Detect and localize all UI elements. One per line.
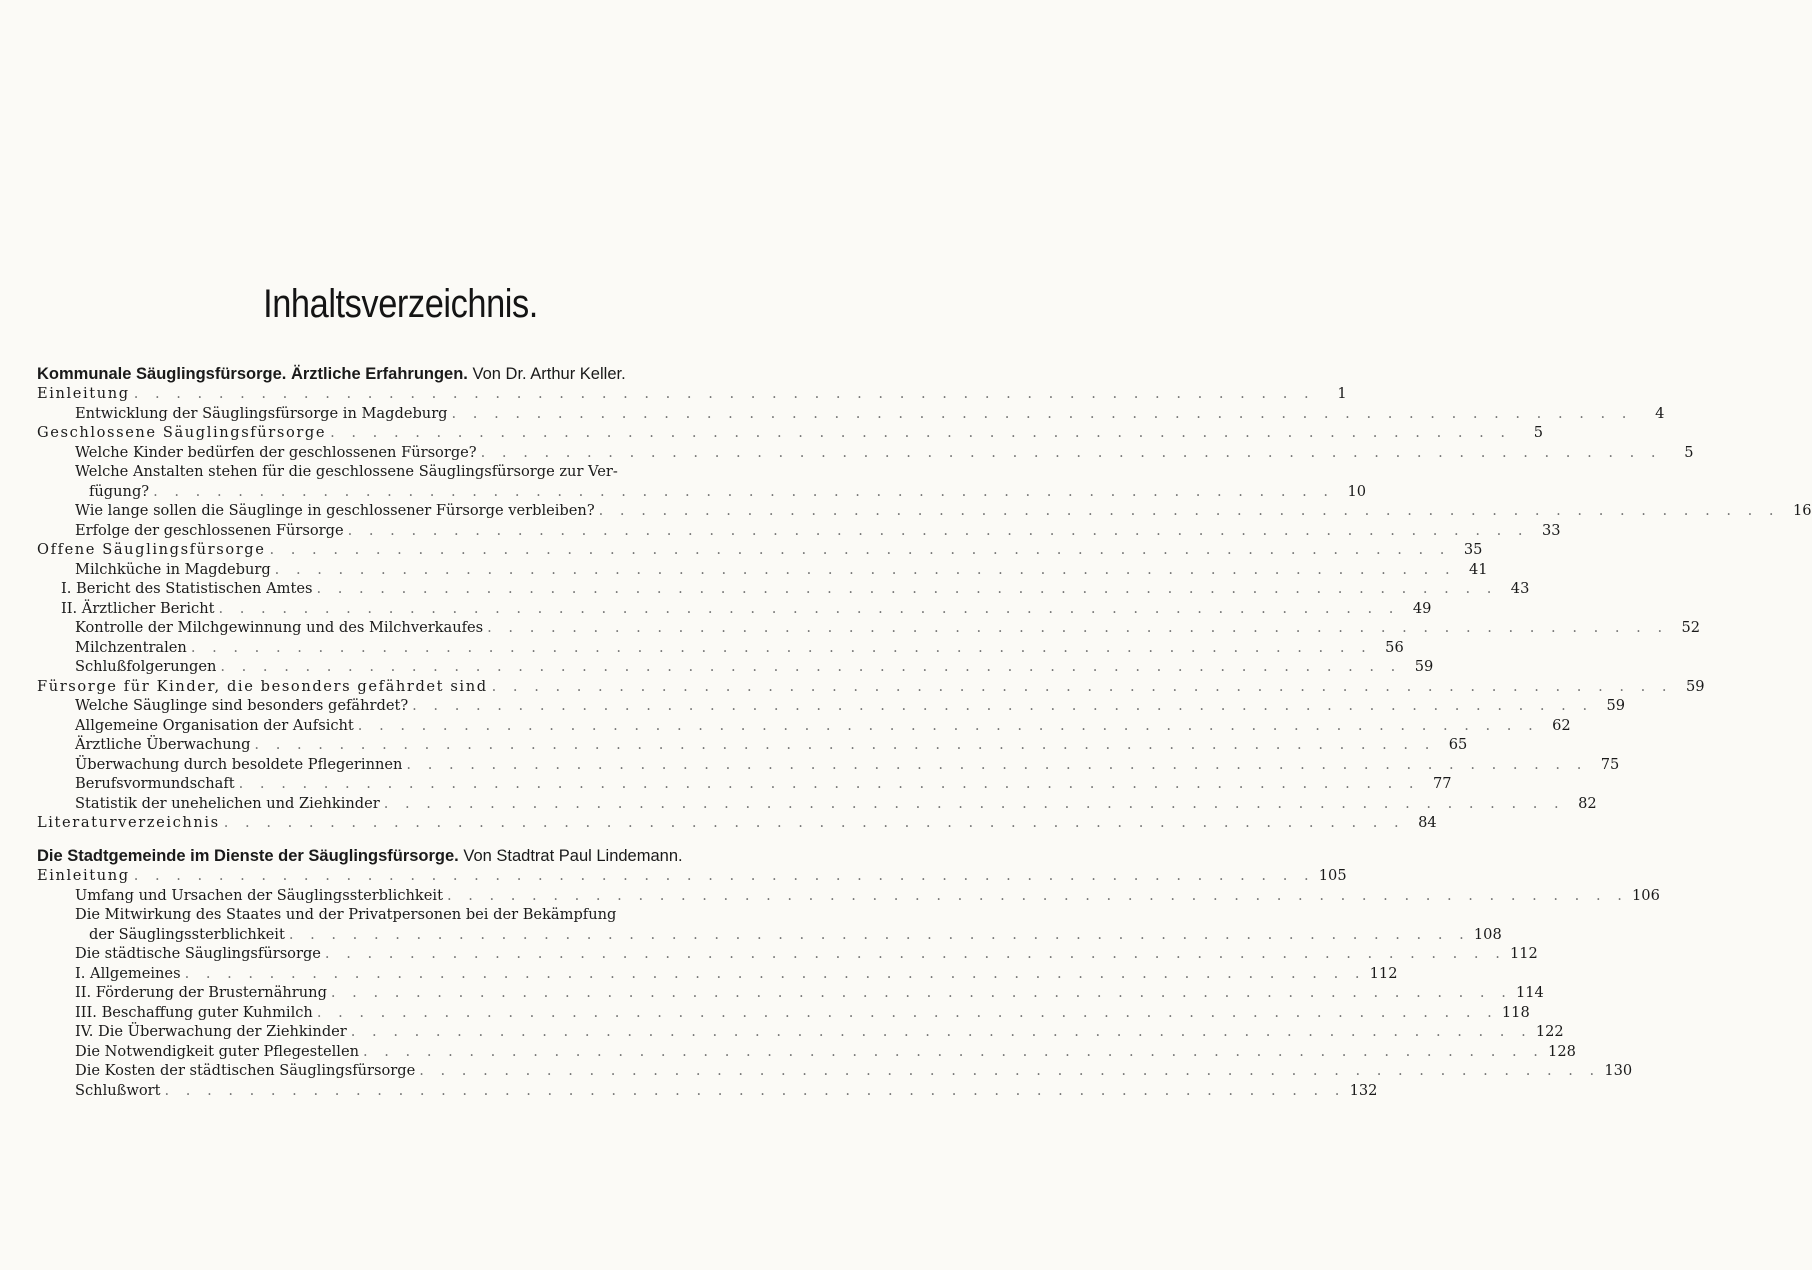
toc-entry-page: 77	[1432, 775, 1452, 792]
toc-entry-page: 84	[1418, 814, 1437, 831]
toc-entry-page: 33	[1541, 521, 1561, 539]
toc-entry-page: 5	[1684, 443, 1694, 461]
toc-entry-title: Literaturverzeichnis	[37, 814, 220, 831]
dot-leader	[214, 599, 1403, 619]
toc-entry	[37, 866, 1347, 886]
toc-entry	[37, 521, 1561, 541]
toc-entry-title: Erfolge der geschlossenen Fürsorge	[75, 521, 344, 539]
dot-leader	[235, 774, 1424, 794]
toc-entry	[37, 579, 1530, 599]
toc-entry-page: 112	[1369, 964, 1398, 982]
toc-entry	[37, 657, 1434, 677]
dot-leader	[161, 1081, 1350, 1101]
toc-entry-continuation	[37, 482, 1367, 502]
section-heading	[37, 364, 774, 384]
toc-entry-title: Die Mitwirkung des Staates und der Privatpersonen bei der Bekämpfung	[75, 906, 617, 923]
toc-section-keller	[37, 364, 1812, 833]
toc-entry-title: III. Beschaffung guter Kuhmilch	[75, 1003, 313, 1021]
toc-entry-title: IV. Die Überwachung der Ziehkinder	[75, 1023, 347, 1040]
dot-leader	[380, 794, 1569, 814]
dot-leader	[130, 384, 1319, 404]
toc-entry	[37, 443, 1694, 463]
toc-entry-title: Statistik der unehelichen und Ziehkinder	[75, 794, 380, 812]
toc-entry-page: 10	[1347, 482, 1367, 500]
toc-entry	[37, 1022, 1564, 1042]
toc-entry	[37, 735, 1468, 755]
toc-entry-page: 59	[1606, 697, 1626, 714]
toc-entry	[37, 964, 1398, 984]
toc-entry-title: Ärztliche Überwachung	[75, 736, 251, 753]
toc-entry	[37, 404, 1665, 424]
toc-entry	[37, 905, 774, 925]
toc-entry	[37, 983, 1544, 1003]
toc-entry-title-continued: fügung?	[89, 482, 150, 500]
toc-entry	[37, 1081, 1378, 1101]
toc-entry	[37, 462, 774, 482]
dot-leader	[443, 886, 1632, 906]
toc-entry-page: 56	[1385, 638, 1404, 656]
dot-leader	[347, 1022, 1536, 1042]
toc-entry-page: 65	[1448, 736, 1468, 753]
toc-entry-title: Überwachung durch besoldete Pflegerinnen	[75, 755, 403, 773]
section-heading-title: Kommunale Säuglingsfürsorge. Ärztliche Erfahrungen.	[37, 365, 468, 383]
toc-entry-page: 130	[1604, 1062, 1633, 1079]
dot-leader	[344, 521, 1533, 541]
toc-entry	[37, 755, 1620, 775]
dot-leader	[326, 423, 1515, 443]
toc-entry-page: 52	[1681, 619, 1701, 636]
toc-entry-page: 128	[1548, 1042, 1576, 1060]
toc-entry-page: 105	[1318, 867, 1347, 884]
dot-leader	[402, 755, 1591, 775]
toc-entry-page: 108	[1473, 925, 1502, 943]
dot-leader	[321, 944, 1510, 964]
toc-entry-title: Entwicklung der Säuglingsfürsorge in Magdeburg	[75, 404, 448, 422]
dot-leader	[483, 618, 1672, 638]
toc-entry-title: I. Bericht des Statistischen Amtes	[61, 580, 313, 597]
dot-leader	[181, 964, 1370, 984]
dot-leader	[408, 696, 1597, 716]
toc-entry	[37, 677, 1705, 697]
toc-entries	[37, 384, 1812, 833]
section-heading	[37, 846, 774, 866]
toc-entry-title: Kontrolle der Milchgewinnung und des Milchverkaufes	[75, 619, 484, 636]
toc-entry	[37, 540, 1483, 560]
toc-entry-page: 122	[1535, 1023, 1564, 1040]
toc-entry	[37, 1003, 1530, 1023]
toc-entry-title: Einleitung	[37, 867, 130, 884]
toc-entry	[37, 560, 1488, 580]
toc-entry-page: 132	[1349, 1081, 1378, 1099]
toc-entry-title: Milchküche in Magdeburg	[75, 560, 271, 578]
toc-entry	[37, 618, 1701, 638]
section-heading-author: Von Dr. Arthur Keller.	[472, 365, 626, 383]
toc-entry	[37, 794, 1597, 814]
toc-entry-title: Die Kosten der städtischen Säuglingsfürsorge	[75, 1062, 416, 1079]
toc-entry-title: Fürsorge für Kinder, die besonders gefährdet sind	[37, 677, 488, 695]
toc-entry-title: Umfang und Ursachen der Säuglingssterblichkeit	[75, 886, 443, 904]
toc-entry-title: Milchzentralen	[75, 638, 187, 656]
toc-entry-page: 49	[1412, 599, 1432, 617]
toc-entry-page: 4	[1655, 404, 1665, 422]
toc-entry	[37, 1061, 1633, 1081]
toc-entry-title: Schlußwort	[75, 1081, 161, 1099]
toc-entry	[37, 696, 1626, 716]
toc-entry-continuation	[37, 925, 1502, 945]
toc-entry	[37, 599, 1432, 619]
toc-entry-page: 16	[1792, 502, 1812, 519]
toc-entry	[37, 813, 1437, 833]
dot-leader	[285, 925, 1474, 945]
toc-entry	[37, 638, 1404, 658]
dot-leader	[448, 404, 1637, 424]
toc-section-lindemann	[37, 846, 1660, 1100]
toc-entry-page: 5	[1533, 424, 1544, 441]
toc-entry	[37, 774, 1452, 794]
page-title: Inhaltsverzeichnis.	[263, 282, 538, 326]
toc-entry-title: II. Ärztlicher Bericht	[61, 599, 215, 617]
toc-entry-title: Welche Anstalten stehen für die geschlossene Säuglingsfürsorge zur Ver-	[75, 463, 618, 480]
toc-entry-title: I. Allgemeines	[75, 964, 181, 982]
toc-entry-title: Allgemeine Organisation der Aufsicht	[75, 716, 354, 734]
dot-leader	[312, 579, 1501, 599]
toc-entry-page: 41	[1469, 560, 1488, 578]
dot-leader	[595, 501, 1784, 521]
dot-leader	[327, 983, 1516, 1003]
toc-entry	[37, 944, 1538, 964]
dot-leader	[354, 716, 1543, 736]
toc-entry	[37, 423, 1544, 443]
toc-entry-page: 35	[1463, 541, 1483, 558]
toc-entry-title: Welche Kinder bedürfen der geschlossenen Fürsorge?	[75, 443, 477, 461]
toc-entry-page: 62	[1552, 716, 1571, 734]
toc-entry-page: 82	[1578, 794, 1597, 812]
toc-entry-page: 59	[1414, 658, 1434, 675]
toc-entry	[37, 384, 1347, 404]
dot-leader	[266, 540, 1455, 560]
toc-entry-title: Wie lange sollen die Säuglinge in geschlossener Fürsorge verbleiben?	[75, 502, 595, 519]
toc-entry-page: 1	[1337, 385, 1347, 402]
toc-entry-title: Die Notwendigkeit guter Pflegestellen	[75, 1042, 359, 1060]
toc-entry-title: Offene Säuglingsfürsorge	[37, 541, 266, 558]
toc-entry-title: Welche Säuglinge sind besonders gefährdet?	[75, 697, 409, 714]
toc-entry	[37, 1042, 1576, 1062]
dot-leader	[488, 677, 1677, 697]
toc-entry-title: II. Förderung der Brusternährung	[75, 984, 327, 1001]
toc-entry-page: 118	[1501, 1003, 1530, 1021]
toc-entry-title: Einleitung	[37, 385, 130, 402]
dot-leader	[220, 813, 1409, 833]
section-heading-author: Von Stadtrat Paul Lindemann.	[463, 847, 683, 865]
dot-leader	[187, 638, 1376, 658]
dot-leader	[415, 1061, 1604, 1081]
dot-leader	[313, 1003, 1502, 1023]
dot-leader	[271, 560, 1460, 580]
toc-entry-page: 75	[1600, 755, 1620, 773]
dot-leader	[149, 482, 1338, 502]
toc-entry	[37, 716, 1571, 736]
toc-entry-title: Geschlossene Säuglingsfürsorge	[37, 424, 327, 441]
toc-entries	[37, 866, 1660, 1100]
toc-entry-page: 59	[1685, 677, 1705, 695]
toc-entry	[37, 501, 1812, 521]
toc-entry-page: 43	[1510, 580, 1530, 597]
toc-entry-page: 112	[1509, 945, 1538, 962]
toc-entry-title: Berufsvormundschaft	[75, 775, 235, 792]
toc-entry-title: Schlußfolgerungen	[75, 658, 217, 675]
toc-entry-title: Die städtische Säuglingsfürsorge	[75, 945, 321, 962]
toc-entry-title-continued: der Säuglingssterblichkeit	[89, 925, 285, 943]
dot-leader	[359, 1042, 1548, 1062]
toc-entry-page: 106	[1632, 886, 1660, 904]
dot-leader	[130, 866, 1319, 886]
dot-leader	[477, 443, 1666, 463]
toc-entry-page: 114	[1515, 984, 1544, 1001]
section-heading-title: Die Stadtgemeinde im Dienste der Säuglingsfürsorge.	[37, 847, 459, 865]
dot-leader	[250, 735, 1439, 755]
toc-entry	[37, 886, 1660, 906]
dot-leader	[216, 657, 1405, 677]
